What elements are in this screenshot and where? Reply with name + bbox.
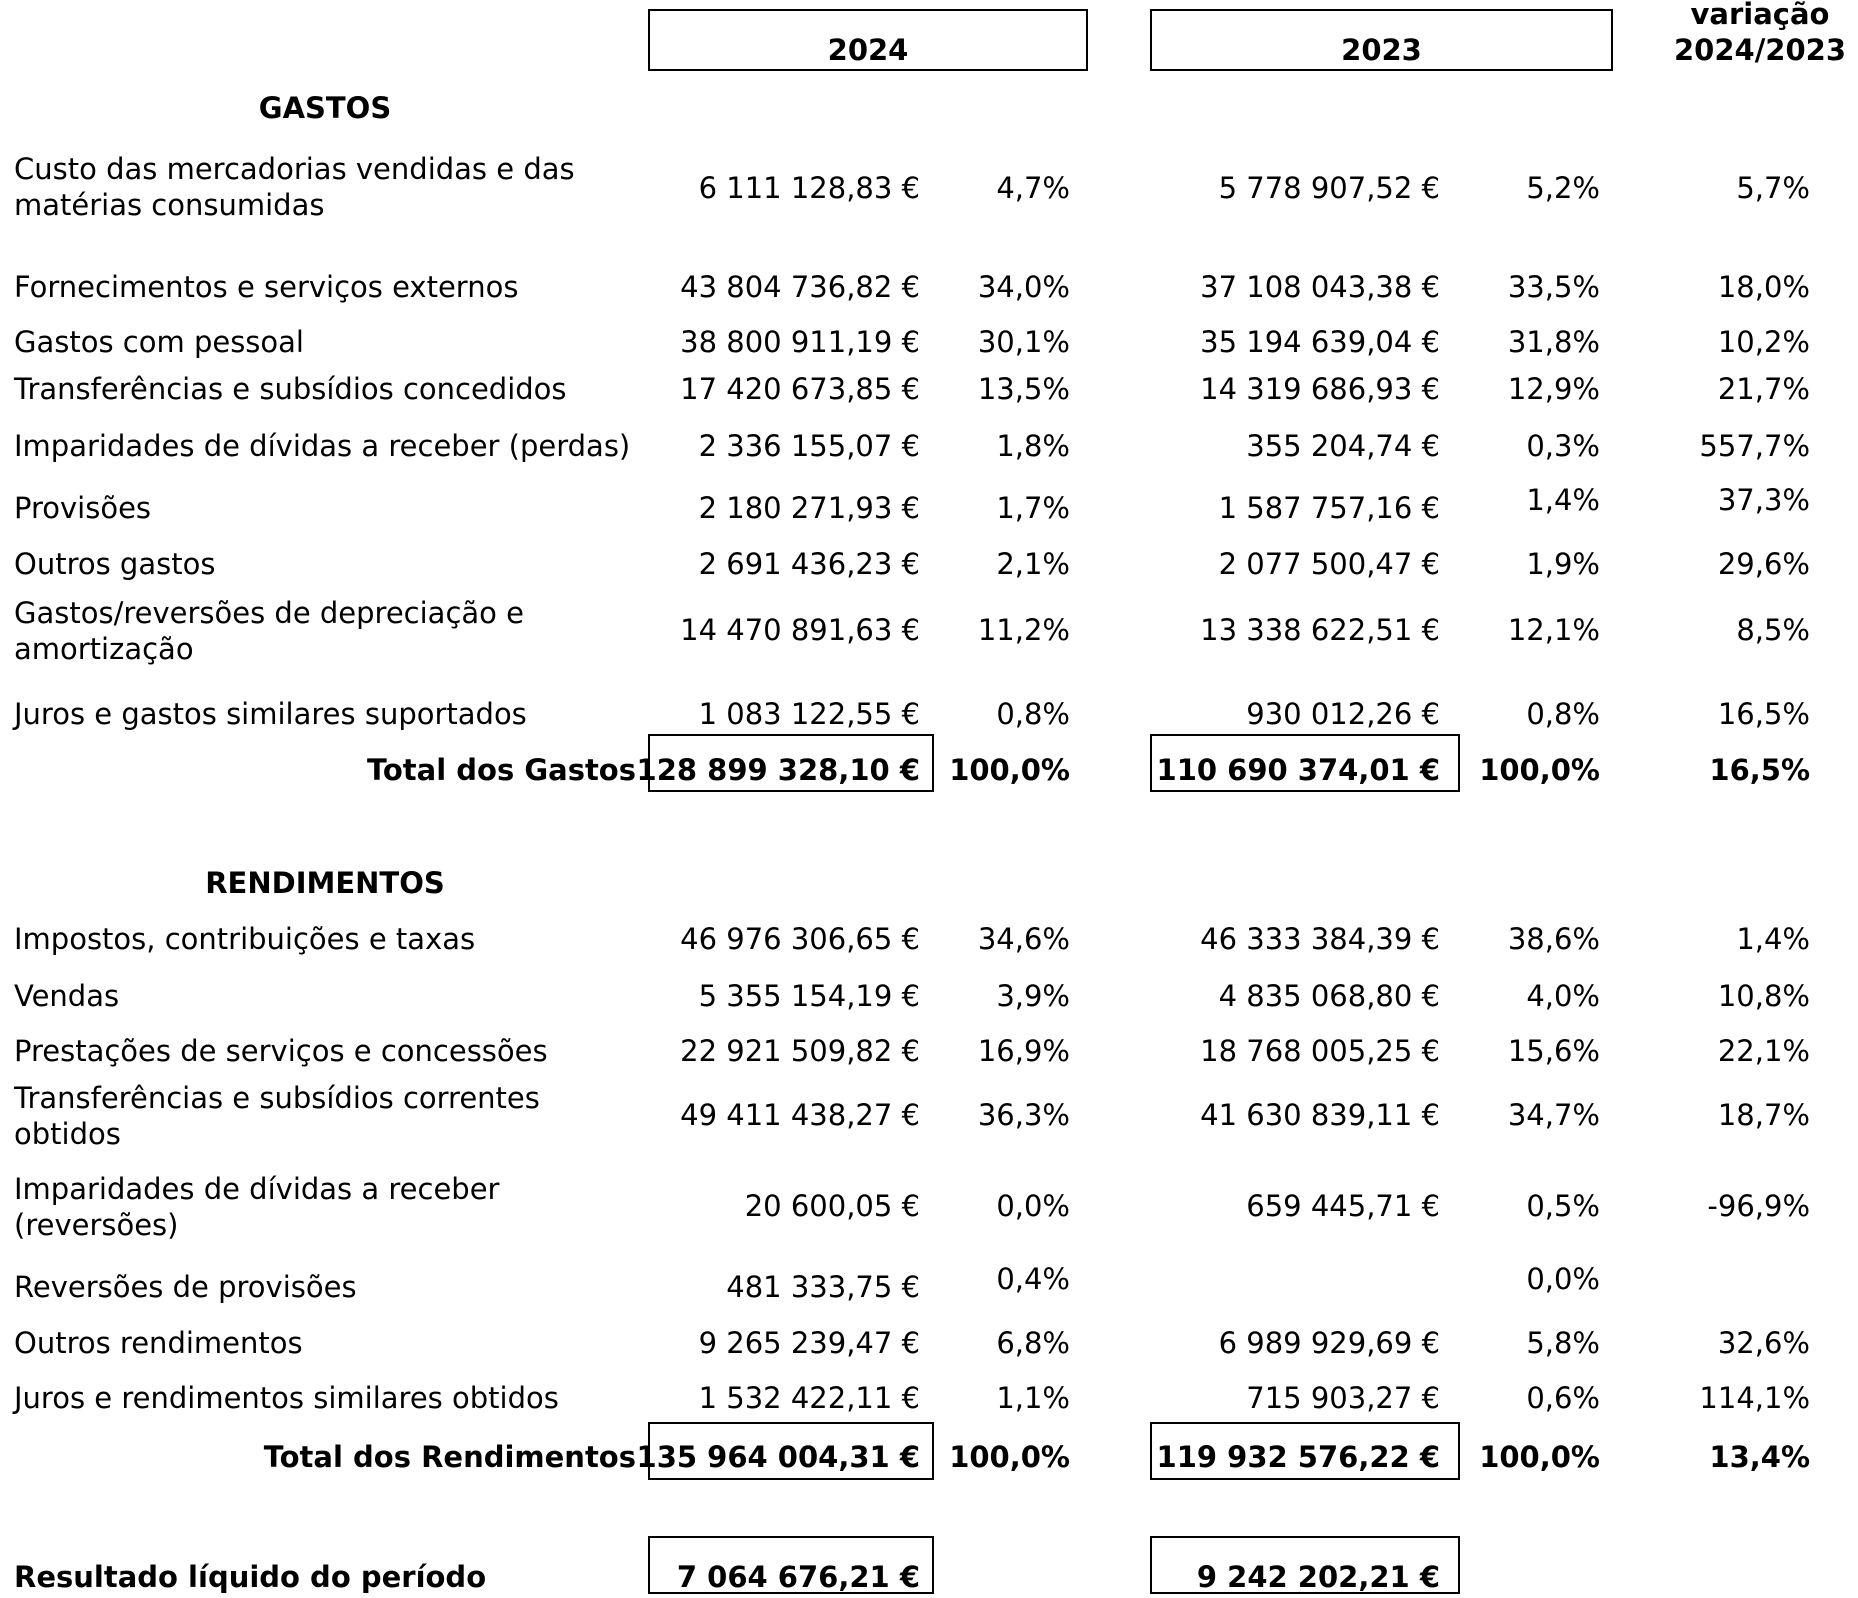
value-2024: 20 600,05 € [744,1189,920,1223]
variation: 29,6% [1717,547,1810,581]
value-2023: 715 903,27 € [1246,1381,1440,1415]
value-2023: 355 204,74 € [1246,429,1440,463]
variation: 18,7% [1717,1098,1810,1132]
value-2023: 1 587 757,16 € [1218,491,1440,525]
variation: 22,1% [1717,1034,1810,1068]
value-2023: 659 445,71 € [1246,1189,1440,1223]
value-2024: 46 976 306,65 € [680,922,920,956]
percent-2023: 5,2% [1526,171,1600,205]
percent-2024: 6,8% [996,1326,1070,1360]
value-2024: 22 921 509,82 € [680,1034,920,1068]
row-label: Provisões [14,491,152,525]
percent-2024: 1,1% [996,1381,1070,1415]
value-2023: 14 319 686,93 € [1200,372,1440,406]
percent-2024: 0,8% [996,697,1070,731]
value-2024: 38 800 911,19 € [680,325,920,359]
value-2024: 5 355 154,19 € [698,979,920,1013]
variation: -96,9% [1707,1189,1810,1223]
percent-2023: 0,6% [1526,1381,1600,1415]
percent-2023: 0,0% [1526,1262,1600,1296]
value-2023: 930 012,26 € [1246,697,1440,731]
variation: 37,3% [1717,483,1810,517]
value-2023: 46 333 384,39 € [1200,922,1440,956]
percent-2024: 36,3% [977,1098,1070,1132]
percent-2023: 0,8% [1526,697,1600,731]
column-header-variation-line2: 2024/2023 [1673,33,1847,67]
value-2023: 4 835 068,80 € [1218,979,1440,1013]
percent-2023: 5,8% [1526,1326,1600,1360]
resultado-label: Resultado líquido do período [14,1560,487,1594]
value-2023: 2 077 500,47 € [1218,547,1440,581]
percent-2024: 30,1% [977,325,1070,359]
row-label: Juros e rendimentos similares obtidos [14,1381,559,1415]
percent-2024: 11,2% [977,613,1070,647]
percent-2024: 13,5% [977,372,1070,406]
variation: 1,4% [1736,922,1810,956]
percent-2023: 15,6% [1507,1034,1600,1068]
total-value-2024: 128 899 328,10 € [636,753,920,787]
total-variation: 13,4% [1709,1440,1810,1474]
percent-2024: 34,6% [977,922,1070,956]
variation: 5,7% [1736,171,1810,205]
value-2023: 13 338 622,51 € [1200,613,1440,647]
row-label: Outros rendimentos [14,1326,303,1360]
row-label: Custo das mercadorias vendidas e das matérias consumidas [14,152,575,222]
percent-2023: 12,1% [1507,613,1600,647]
variation: 18,0% [1717,270,1810,304]
row-label: Impostos, contribuições e taxas [14,922,476,956]
value-2024: 2 180 271,93 € [698,491,920,525]
value-2024: 43 804 736,82 € [680,270,920,304]
percent-2023: 4,0% [1526,979,1600,1013]
value-2024: 6 111 128,83 € [698,171,920,205]
total-percent-2023: 100,0% [1479,1440,1600,1474]
percent-2023: 0,3% [1526,429,1600,463]
value-2024: 1 083 122,55 € [698,697,920,731]
row-label: Imparidades de dívidas a receber (perdas) [14,429,631,463]
total-value-2023: 110 690 374,01 € [1156,753,1440,787]
percent-2024: 1,7% [996,491,1070,525]
variation: 10,2% [1717,325,1810,359]
value-2023: 41 630 839,11 € [1200,1098,1440,1132]
percent-2024: 2,1% [996,547,1070,581]
value-2024: 481 333,75 € [726,1270,920,1304]
row-label: Transferências e subsídios concedidos [14,372,567,406]
row-label: Gastos com pessoal [14,325,304,359]
row-label: Transferências e subsídios correntes obtidos [14,1081,540,1151]
percent-2024: 0,4% [996,1262,1070,1296]
value-2024: 17 420 673,85 € [680,372,920,406]
value-2023: 6 989 929,69 € [1218,1326,1440,1360]
row-label: Prestações de serviços e concessões [14,1034,548,1068]
variation: 114,1% [1699,1381,1810,1415]
total-value-2024: 135 964 004,31 € [636,1440,920,1474]
percent-2024: 0,0% [996,1189,1070,1223]
value-2023: 37 108 043,38 € [1200,270,1440,304]
value-2024: 2 336 155,07 € [698,429,920,463]
percent-2023: 12,9% [1507,372,1600,406]
row-label: Juros e gastos similares suportados [14,697,527,731]
variation: 557,7% [1699,429,1810,463]
value-2024: 49 411 438,27 € [680,1098,920,1132]
variation: 32,6% [1717,1326,1810,1360]
percent-2024: 3,9% [996,979,1070,1013]
row-label: Vendas [14,979,120,1013]
variation: 21,7% [1717,372,1810,406]
value-2023: 5 778 907,52 € [1218,171,1440,205]
value-2024: 2 691 436,23 € [698,547,920,581]
value-2024: 14 470 891,63 € [680,613,920,647]
row-label: Gastos/reversões de depreciação e amortização [14,596,524,666]
percent-2023: 34,7% [1507,1098,1600,1132]
percent-2023: 38,6% [1507,922,1600,956]
resultado-value-2023: 9 242 202,21 € [1196,1560,1440,1594]
percent-2023: 1,9% [1526,547,1600,581]
variation: 16,5% [1717,697,1810,731]
row-label: Outros gastos [14,547,216,581]
percent-2023: 1,4% [1526,483,1600,517]
total-percent-2024: 100,0% [949,1440,1070,1474]
value-2023: 35 194 639,04 € [1200,325,1440,359]
percent-2023: 0,5% [1526,1189,1600,1223]
value-2024: 9 265 239,47 € [698,1326,920,1360]
total-percent-2024: 100,0% [949,753,1070,787]
column-header-2024: 2024 [827,33,909,67]
column-header-variation-line1: variação [1690,0,1830,31]
variation: 10,8% [1717,979,1810,1013]
total-value-2023: 119 932 576,22 € [1156,1440,1440,1474]
total-label: Total dos Gastos [366,753,636,787]
percent-2024: 4,7% [996,171,1070,205]
value-2023: 18 768 005,25 € [1200,1034,1440,1068]
variation: 8,5% [1736,613,1810,647]
row-label: Fornecimentos e serviços externos [14,270,519,304]
row-label: Reversões de provisões [14,1270,357,1304]
percent-2023: 31,8% [1507,325,1600,359]
total-label: Total dos Rendimentos [263,1440,636,1474]
percent-2024: 1,8% [996,429,1070,463]
section-heading-gastos: GASTOS [258,91,392,125]
percent-2023: 33,5% [1507,270,1600,304]
percent-2024: 16,9% [977,1034,1070,1068]
value-2024: 1 532 422,11 € [698,1381,920,1415]
total-percent-2023: 100,0% [1479,753,1600,787]
resultado-value-2024: 7 064 676,21 € [676,1560,920,1594]
column-header-2023: 2023 [1341,33,1422,67]
percent-2024: 34,0% [977,270,1070,304]
total-variation: 16,5% [1709,753,1810,787]
row-label: Imparidades de dívidas a receber (reversões) [14,1172,500,1242]
section-heading-rendimentos: RENDIMENTOS [205,866,445,900]
